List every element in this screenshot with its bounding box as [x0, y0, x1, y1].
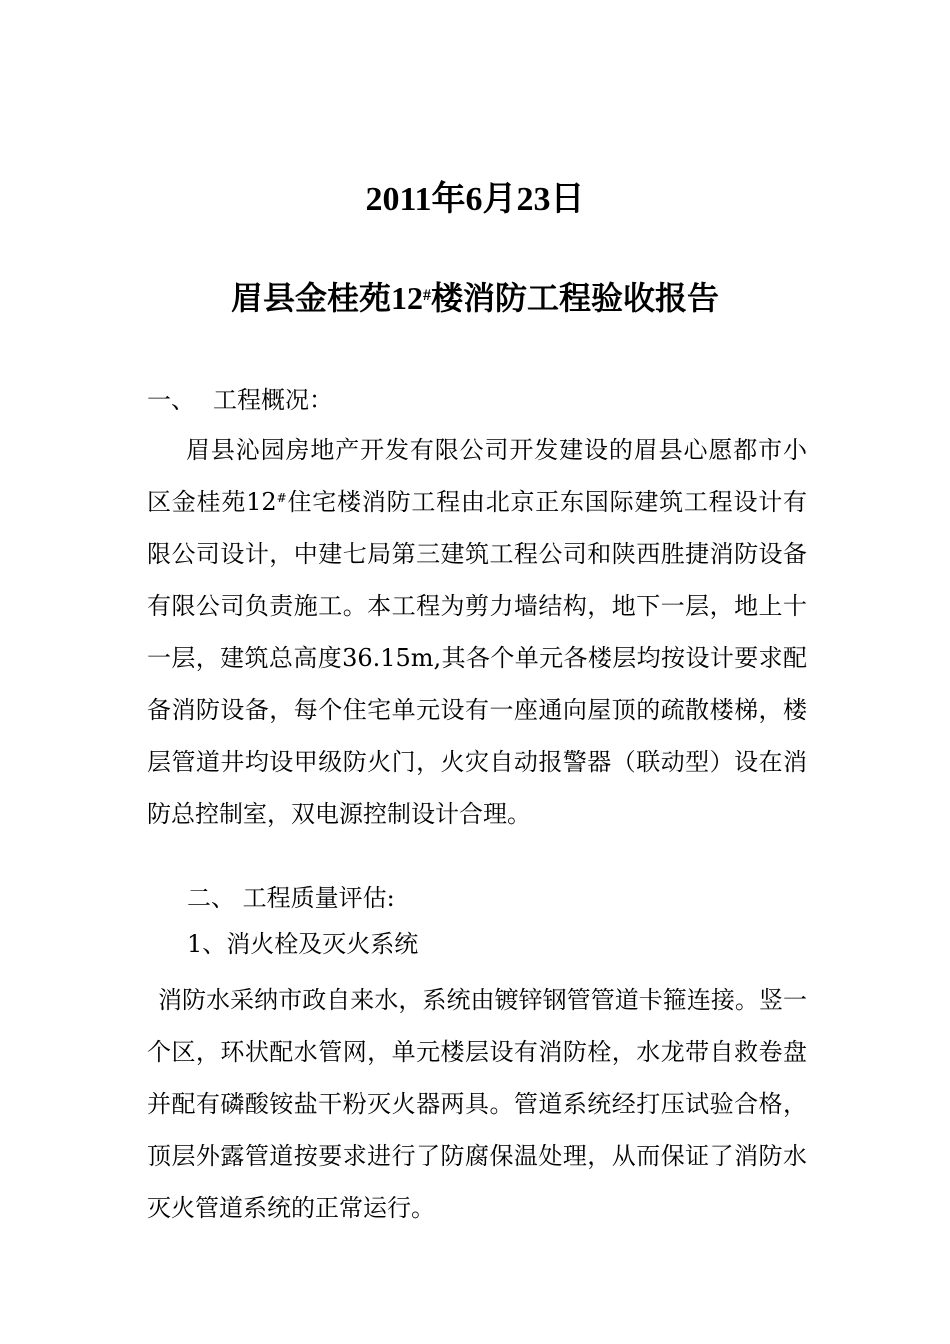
overview-part2: 住宅楼消防工程由北京正东国际建筑工程设计有限公司设计，中建七局第三建筑工程公司和陕西胜捷消防设备有限公司负责施工。本工程为剪力墙结构，地下一层，地上十一层，建筑总高度36.15m,其各个单元各楼层均按设计要求配备消防设备，每个住宅单元设有一座通向屋顶的疏散楼梯，楼层管道井均设甲级防火门，火灾自动报警器（联动型）设在消防总控制室，双电源控制设计合理。 [147, 488, 808, 828]
report-title-sup: # [423, 287, 431, 304]
section-1-number: 一、 [147, 386, 195, 414]
overview-sup: # [276, 491, 287, 505]
subsection-1-heading: 1、消火栓及灭火系统 [187, 930, 419, 958]
report-title [0, 274, 950, 322]
section-2-heading: 二、 工程质量评估: [187, 884, 395, 912]
date-title: 2011年6月23日 [365, 181, 585, 218]
section-1-title: 工程概况： [213, 386, 333, 414]
section-1-heading [147, 378, 333, 422]
hydrant-paragraph: 消防水采纳市政自来水，系统由镀锌钢管管道卡箍连接。竖一个区，环状配水管网，单元楼层设有消防栓，水龙带自救卷盘并配有磷酸铵盐干粉灭火器两具。管道系统经打压试验合格，顶层外露管道按要求进行了防腐保温处理，从而保证了消防水灭火管道系统的正常运行。 [147, 986, 807, 1222]
report-title-prefix: 眉县金桂苑12 [230, 280, 423, 316]
overview-paragraph [147, 424, 807, 840]
overview-block [147, 424, 807, 840]
report-title-suffix: 楼消防工程验收报告 [431, 280, 720, 316]
hydrant-block [147, 974, 807, 1234]
overview-part1: 眉县沁园房地产开发有限公司开发建设的眉县心愿都市小区金桂苑12 [147, 436, 807, 516]
